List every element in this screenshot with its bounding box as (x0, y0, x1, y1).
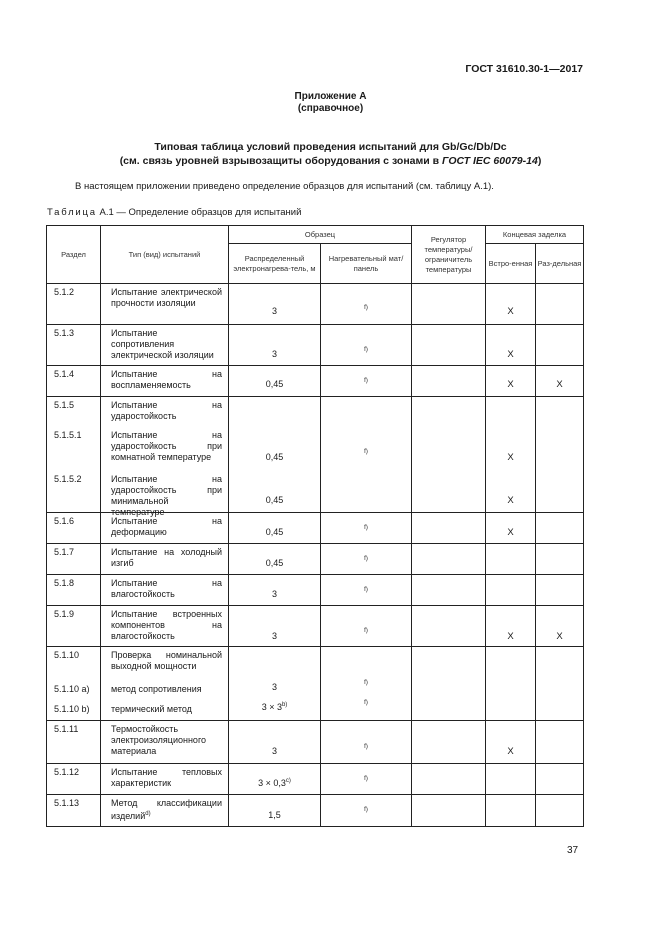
length-cell: 3 (229, 284, 321, 325)
length-cell: 3 (229, 575, 321, 606)
test-name-cell: Испытание на деформацию (101, 513, 229, 544)
header-section: Раздел (47, 226, 101, 284)
mat-cell: f) (321, 284, 412, 325)
built-in-cell: X (486, 606, 536, 647)
test-name-cell (101, 647, 229, 721)
table-row (47, 764, 584, 795)
table-row (47, 721, 584, 764)
samples-table (46, 225, 584, 827)
mat-cell: f) (321, 795, 412, 827)
separate-cell (536, 795, 584, 827)
table-row (47, 606, 584, 647)
section-cell: 5.1.12 (47, 764, 101, 795)
test-name: Испытание на ударостойкость при минимальной температуре (111, 474, 222, 517)
intro-paragraph: В настоящем приложении приведено определение образцов для испытаний (см. таблицу А.1). (75, 181, 494, 192)
section-cell: 5.1.7 (47, 544, 101, 575)
header-sample: Образец (229, 226, 412, 244)
test-name-cell: Испытание на влагостойкость (101, 575, 229, 606)
separate-cell (536, 284, 584, 325)
test-name: Испытание на ударостойкость (111, 400, 222, 421)
built-in-cell (486, 795, 536, 827)
section-cell: 5.1.2 (47, 284, 101, 325)
test-name-cell: Испытание сопротивления электрической изоляции (101, 325, 229, 366)
built-in-cell: X (486, 325, 536, 366)
appendix-heading (0, 91, 661, 115)
table-row (47, 366, 584, 397)
header-distributed-heater: Распределенный электронагрева-тель, м (229, 244, 321, 284)
section-cell: 5.1.6 (47, 513, 101, 544)
section-cell: 5.1.11 (47, 721, 101, 764)
built-in-cell (486, 647, 536, 721)
regulator-cell (412, 544, 486, 575)
length-cell: 1,5 (229, 795, 321, 827)
section-cell: 5.1.9 (47, 606, 101, 647)
separate-cell (536, 721, 584, 764)
length-cell: 3 $3 \times 3^{b)}$ (229, 647, 321, 721)
header-built-in: Встро-енная (486, 244, 536, 284)
test-name-cell: Испытание на холодный изгиб (101, 544, 229, 575)
subsection-number: 5.1.10 b) (54, 704, 90, 714)
mat-cell: f) (321, 513, 412, 544)
mat-cell: f) (321, 397, 412, 513)
separate-cell: X (536, 366, 584, 397)
test-name-cell: Метод классификации изделий$^{d)}$ (101, 795, 229, 827)
test-name-cell: Термостойкость электроизоляционного материала (101, 721, 229, 764)
document-code: ГОСТ 31610.30-1—2017 (465, 63, 583, 75)
section-cell (47, 647, 101, 721)
test-name-cell: Испытание электрической прочности изоляции (101, 284, 229, 325)
header-regulator: Регулятор температуры/ ограничитель температуры (412, 226, 486, 284)
section-cell: 5.1.4 (47, 366, 101, 397)
appendix-title: Приложение А (294, 91, 367, 102)
built-in-cell (486, 575, 536, 606)
separate-cell (536, 325, 584, 366)
test-name: Проверка номинальной выходной мощности (111, 650, 222, 671)
regulator-cell (412, 325, 486, 366)
table-row (47, 284, 584, 325)
mat-cell: f) (321, 544, 412, 575)
mat-cell: f) (321, 366, 412, 397)
subsection-number: 5.1.10 a) (54, 684, 90, 694)
subsection-number: 5.1.5.1 (54, 430, 82, 440)
subsection-number: 5.1.5.2 (54, 474, 82, 484)
section-cell: 5.1.3 (47, 325, 101, 366)
length-cell: 3 (229, 606, 321, 647)
table-row (47, 325, 584, 366)
separate-cell (536, 764, 584, 795)
table-row (47, 397, 584, 513)
regulator-cell (412, 795, 486, 827)
section-cell: 5.1.13 (47, 795, 101, 827)
built-in-cell: X X (486, 397, 536, 513)
separate-cell (536, 544, 584, 575)
separate-cell (536, 513, 584, 544)
regulator-cell (412, 284, 486, 325)
regulator-cell (412, 721, 486, 764)
test-name: метод сопротивления (111, 684, 202, 694)
header-heating-mat: Нагревательный мат/панель (321, 244, 412, 284)
test-name-cell: Испытание встроенных компонентов на влагостойкость (101, 606, 229, 647)
separate-cell (536, 397, 584, 513)
caption-number: А.1 (99, 207, 114, 218)
separate-cell (536, 647, 584, 721)
separate-cell: X (536, 606, 584, 647)
length-cell: 0,45 (229, 544, 321, 575)
test-name-cell: Испытание на воспламеняемость (101, 366, 229, 397)
separate-cell (536, 575, 584, 606)
built-in-cell: X (486, 284, 536, 325)
length-cell: $3 \times 0,3^{c)}$ (229, 764, 321, 795)
table-row (47, 647, 584, 721)
regulator-cell (412, 647, 486, 721)
header-test-type: Тип (вид) испытаний (101, 226, 229, 284)
regulator-cell (412, 513, 486, 544)
table-row (47, 544, 584, 575)
standard-reference: ГОСТ IEC 60079-14 (442, 154, 538, 167)
header-separate: Раз-дельная (536, 244, 584, 284)
section-cell: 5.1.8 (47, 575, 101, 606)
built-in-cell (486, 764, 536, 795)
built-in-cell (486, 544, 536, 575)
mat-cell: f) (321, 764, 412, 795)
length-cell: 0,45 0,45 (229, 397, 321, 513)
built-in-cell: X (486, 721, 536, 764)
regulator-cell (412, 764, 486, 795)
length-cell: 0,45 (229, 366, 321, 397)
table-caption (47, 207, 301, 218)
length-cell: 0,45 (229, 513, 321, 544)
heading-line-2: (см. связь уровней взрывозащиты оборудования с зонами в ГОСТ IEC 60079-14) (119, 154, 542, 167)
mat-cell: f) (321, 575, 412, 606)
subsection-number: 5.1.10 (54, 650, 80, 660)
section-heading (0, 141, 661, 168)
page-number: 37 (567, 845, 579, 856)
caption-title: — Определение образцов для испытаний (116, 207, 302, 218)
test-name: термический метод (111, 704, 192, 714)
subsection-number: 5.1.5 (54, 400, 75, 410)
mat-cell: f) f) (321, 647, 412, 721)
appendix-subtitle: (справочное) (297, 103, 364, 114)
mat-cell: f) (321, 721, 412, 764)
regulator-cell (412, 575, 486, 606)
regulator-cell (412, 366, 486, 397)
section-cell (47, 397, 101, 513)
length-cell: 3 (229, 721, 321, 764)
test-name: Испытание на ударостойкость при комнатной температуре (111, 430, 222, 462)
test-name-cell: Испытание тепловых характеристик (101, 764, 229, 795)
caption-label: Таблица (47, 207, 97, 218)
regulator-cell (412, 397, 486, 513)
built-in-cell: X (486, 513, 536, 544)
heading-line-1: Типовая таблица условий проведения испытаний для Gb/Gc/Db/Dc (154, 141, 507, 153)
regulator-cell (412, 606, 486, 647)
length-cell: 3 (229, 325, 321, 366)
built-in-cell: X (486, 366, 536, 397)
mat-cell: f) (321, 325, 412, 366)
header-end-termination: Концевая заделка (486, 226, 584, 244)
table-row (47, 795, 584, 827)
test-name-cell (101, 397, 229, 517)
mat-cell: f) (321, 606, 412, 647)
table-row (47, 575, 584, 606)
